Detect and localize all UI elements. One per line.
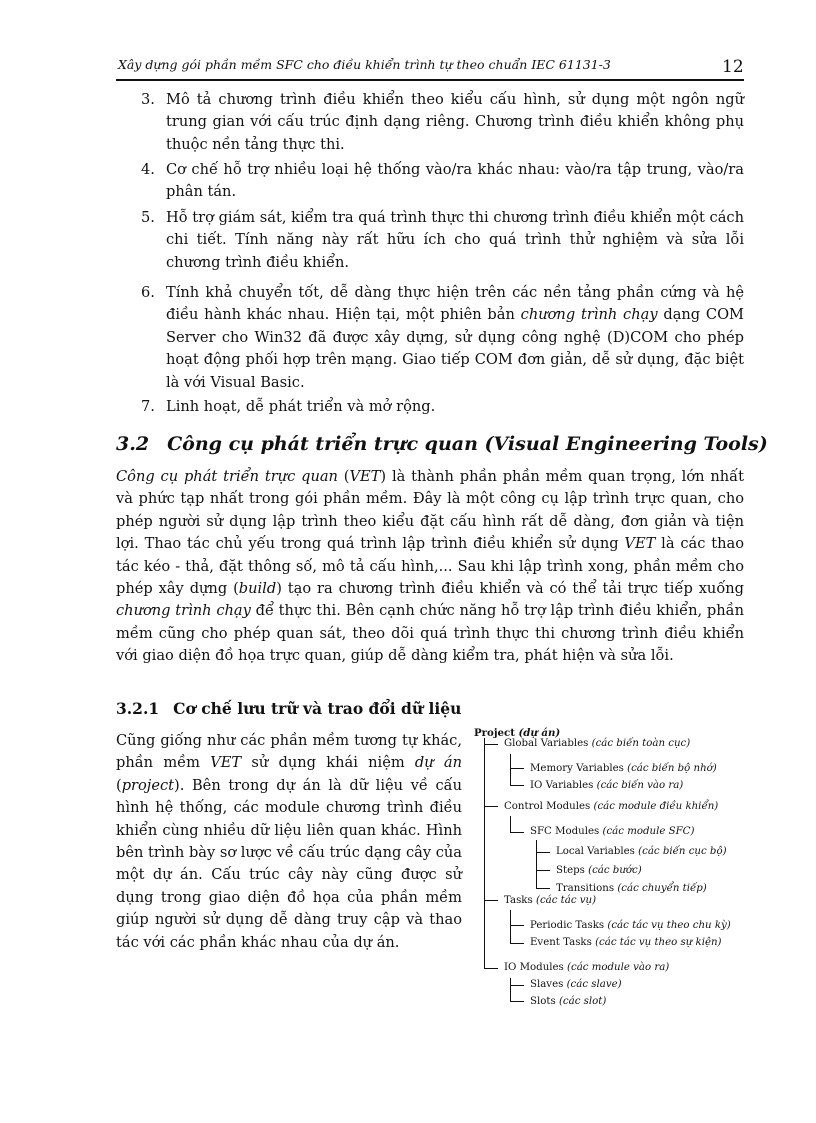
tree-node-note: (các chuyển tiếp)	[617, 883, 707, 894]
tree-node-note: (các module điều khiển)	[593, 801, 719, 812]
list-item-text: Mô tả chương trình điều khiển theo kiểu cấu hình, sử dụng một ngôn ngữ trung gian với cấu trúc định dạng riêng. Chương trình điều khiển không phụ thuộc nền tảng thực thi.	[166, 91, 744, 153]
tree-node-tasks	[504, 895, 596, 907]
list-item-text: Cơ chế hỗ trợ nhiều loại hệ thống vào/ra khác nhau: vào/ra tập trung, vào/ra phân tán.	[166, 161, 744, 201]
tree-connector	[510, 816, 511, 833]
list-item-number: 7.	[141, 398, 155, 415]
tree-node-local-variables	[556, 846, 727, 858]
tree-connector	[536, 840, 537, 889]
tree-node-periodic-tasks	[530, 920, 731, 932]
tree-node-io-modules	[504, 962, 669, 974]
tree-connector	[484, 900, 498, 901]
tree-node-slots	[530, 996, 606, 1008]
list-item-4	[141, 159, 744, 204]
tree-node-io-variables	[530, 780, 683, 792]
tree-node-note: (các slave)	[566, 979, 622, 990]
para-text: ) là thành phần phần mềm quan trọng, lớn nhất và phức tạp nhất trong gói phần mềm. Đây là một công cụ lập trình trực quan, cho phép người sử dụng lập trình theo kiểu đặt cấu hình rất dễ dàng, đơn giản và tiện lợi. Thao tác chủ yếu trong quá trình lập trình điều khiển sử dụng	[116, 468, 744, 553]
tree-connector	[510, 910, 511, 944]
tree-node-label: Slots	[530, 996, 556, 1007]
section-heading	[116, 433, 768, 455]
section-title: Công cụ phát triển trực quan (Visual Engineering Tools)	[167, 433, 768, 455]
tree-connector	[510, 768, 524, 769]
para-term: dự án	[414, 754, 462, 772]
section-paragraph	[116, 466, 744, 668]
para-text: (	[337, 468, 350, 485]
tree-node-note: (các biến bộ nhớ)	[627, 763, 717, 774]
tree-connector	[510, 985, 524, 986]
tree-node-note: (các module SFC)	[602, 826, 695, 837]
tree-node-note: (các slot)	[558, 996, 607, 1007]
tree-node-note: (các biến vào ra)	[596, 780, 684, 791]
tree-connector	[510, 754, 511, 786]
subsection-number: 3.2.1	[116, 699, 160, 718]
tree-node-note: (dự án)	[518, 727, 561, 739]
para-term: project	[121, 776, 175, 794]
list-item-number: 5.	[141, 209, 155, 226]
para-text: ). Bên trong dự án là dữ liệu về cấu hình hệ thống, các module chương trình điều khiển cùng nhiều dữ liệu liên quan khác. Hình bên trình bày sơ lược về cấu trúc dạng cây của một dự án. Cấu trúc cây này cũng được sử dụng trong giao diện đồ họa của phần mềm giúp người sử dụng dễ dàng truy cập và thao tác với các phần khác nhau của dự án.	[116, 776, 462, 951]
section-number: 3.2	[116, 433, 150, 455]
tree-node-label: Event Tasks	[530, 937, 592, 948]
tree-node-label: Global Variables	[504, 738, 589, 749]
list-item-5	[141, 207, 744, 274]
tree-node-label: Steps	[556, 865, 585, 876]
header-rule	[116, 79, 744, 81]
tree-node-memory-variables	[530, 763, 717, 775]
list-item-text: Hỗ trợ giám sát, kiểm tra quá trình thực thi chương trình điều khiển một cách chi tiết. Tính năng này rất hữu ích cho quá trình thử nghiệm và sửa lỗi chương trình điều khiển.	[166, 209, 744, 271]
tree-node-note: (các biến cục bộ)	[638, 846, 727, 857]
tree-connector	[484, 968, 498, 969]
tree-connector	[510, 978, 511, 1002]
list-item-number: 4.	[141, 161, 155, 178]
project-tree-diagram	[474, 726, 746, 1016]
para-term: build	[238, 580, 277, 598]
list-item-text	[141, 282, 744, 394]
tree-node-global-variables	[504, 738, 690, 750]
tree-node-slaves	[530, 979, 622, 991]
para-text: ) tạo ra chương trình điều khiển và có thể tải trực tiếp xuống	[276, 580, 744, 598]
tree-connector	[536, 852, 550, 853]
tree-node-note: (các module vào ra)	[567, 962, 670, 973]
subsection-title: Cơ chế lưu trữ và trao đổi dữ liệu	[173, 699, 462, 718]
tree-connector	[536, 870, 550, 871]
tree-connector	[484, 744, 498, 745]
tree-node-note: (các biến toàn cục)	[591, 738, 691, 749]
list-item-number: 3.	[141, 91, 155, 108]
tree-node-label: Tasks	[504, 895, 533, 906]
tree-node-label: Project	[474, 727, 515, 739]
para-text: sử dụng khái niệm	[241, 754, 415, 772]
tree-node-note: (các tác vụ theo sự kiện)	[595, 937, 722, 948]
tree-connector	[510, 1001, 524, 1002]
para-term: VET	[349, 468, 381, 485]
tree-connector	[510, 785, 524, 786]
list-item-7	[141, 396, 744, 418]
para-text: là các thao tác kéo - thả, đặt thông số, mô tả cấu hình,... Sau khi lập trình xong, phần mềm cho phép xây dựng (	[116, 535, 744, 598]
para-term: chương trình chạy	[116, 602, 251, 620]
tree-node-label: Control Modules	[504, 801, 591, 812]
list-item-text-italic: chương trình chạy	[520, 306, 658, 324]
tree-connector	[510, 925, 524, 926]
para-text: (	[116, 776, 122, 794]
tree-node-control-modules	[504, 801, 718, 813]
tree-node-event-tasks	[530, 937, 722, 949]
tree-node-label: Transitions	[556, 883, 615, 894]
tree-node-label: Slaves	[530, 979, 564, 990]
tree-node-sfc-modules	[530, 826, 694, 838]
list-item-text: Linh hoạt, dễ phát triển và mở rộng.	[166, 398, 436, 415]
para-text: để thực thi. Bên cạnh chức năng hỗ trợ lập trình điều khiển, phần mềm cũng cho phép quan sát, theo dõi quá trình thực thi chương trình điều khiển với giao diện đồ họa trực quan, giúp dễ dàng kiểm tra, phát hiện và sửa lỗi.	[116, 602, 744, 665]
tree-node-label: IO Variables	[530, 780, 594, 791]
list-item-6	[141, 282, 744, 394]
tree-node-label: Memory Variables	[530, 763, 624, 774]
list-item-number: 6.	[141, 284, 155, 301]
para-term: Công cụ phát triển trực quan	[116, 468, 338, 485]
list-item-3	[141, 89, 744, 156]
tree-node-label: SFC Modules	[530, 826, 600, 837]
list-item-text-part: dạng COM Server cho Win32 đã được xây dựng, sử dụng công nghệ (D)COM cho phép hoạt động phối hợp trên mạng. Giao tiếp COM đơn giản, dễ sử dụng, đặc biệt là với Visual Basic.	[166, 306, 744, 391]
running-header-title: Xây dựng gói phần mềm SFC cho điều khiển trình tự theo chuẩn IEC 61131-3	[118, 57, 611, 72]
tree-connector	[510, 943, 524, 944]
tree-node-note: (các bước)	[588, 865, 642, 876]
page-number: 12	[722, 57, 744, 77]
tree-node-label: IO Modules	[504, 962, 564, 973]
para-term: VET	[210, 754, 242, 772]
tree-node-label: Local Variables	[556, 846, 635, 857]
tree-node-note: (các tác vụ theo chu kỳ)	[607, 920, 731, 931]
tree-connector	[484, 806, 498, 807]
tree-node-note: (các tác vụ)	[535, 895, 597, 906]
subsection-paragraph	[116, 730, 462, 954]
tree-connector	[536, 888, 550, 889]
para-text: Cũng giống như các phần mềm tương tự khác, phần mềm	[116, 732, 462, 772]
tree-connector	[484, 738, 485, 969]
tree-node-steps	[556, 865, 642, 877]
subsection-heading	[116, 699, 461, 718]
tree-connector	[510, 832, 524, 833]
para-term: VET	[624, 535, 656, 553]
tree-node-transitions	[556, 883, 707, 895]
tree-node-label: Periodic Tasks	[530, 920, 605, 931]
list-item-text-part: Tính khả chuyển tốt, dễ dàng thực hiện trên các nền tảng phần cứng và hệ điều hành khác nhau. Hiện tại, một phiên bản	[166, 284, 744, 324]
